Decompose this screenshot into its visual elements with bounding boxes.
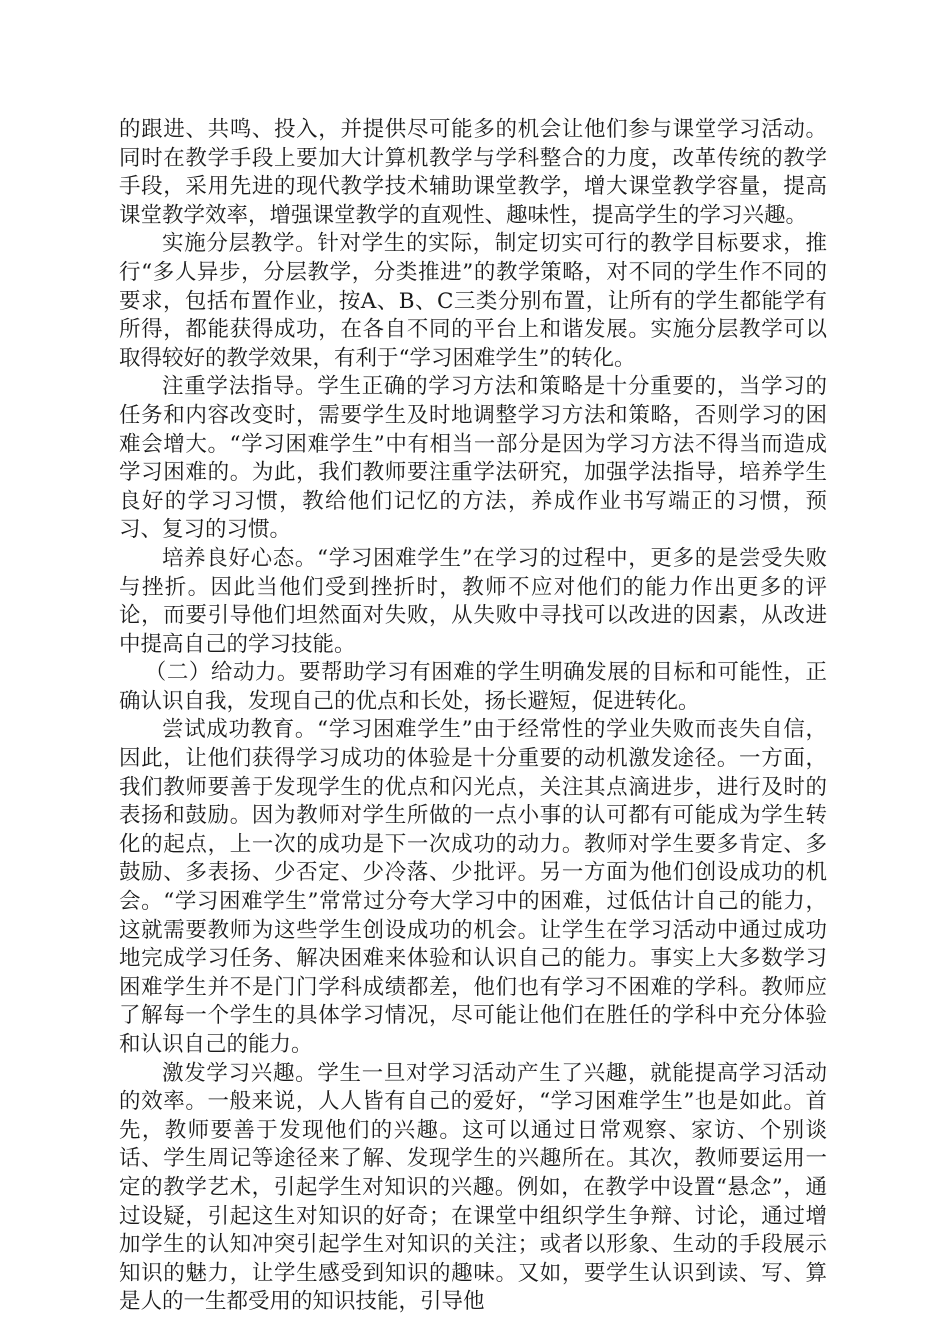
paragraph-study-method: 注重学法指导。学生正确的学习方法和策略是十分重要的，当学习的任务和内容改变时，需要学生及时地调整学习方法和策略，否则学习的困难会增大。“学习困难学生”中有相当一部分是因为学习方法不得当而造成学习困难的。为此，我们教师要注重学法研究，加强学法指导，培养学生良好的学习习惯，教给他们记忆的方法，养成作业书写端正的习惯，预习、复习的习惯。	[119, 374, 827, 543]
document-body	[119, 116, 827, 1317]
paragraph-success-education: 尝试成功教育。“学习困难学生”由于经常性的学业失败而丧失自信，因此，让他们获得学习成功的体验是十分重要的动机激发途径。一方面，我们教师要善于发现学生的优点和闪光点，关注其点滴进步，进行及时的表扬和鼓励。因为教师对学生所做的一点小事的认可都有可能成为学生转化的起点，上一次的成功是下一次成功的动力。教师对学生要多肯定、多鼓励、多表扬、少否定、少冷落、少批评。另一方面为他们创设成功的机会。“学习困难学生”常常过分夸大学习中的困难，过低估计自己的能力，这就需要教师为这些学生创设成功的机会。让学生在学习活动中通过成功地完成学习任务、解决困难来体验和认识自己的能力。事实上大多数学习困难学生并不是门门学科成绩都差，他们也有学习不困难的学科。教师应了解每一个学生的具体学习情况，尽可能让他们在胜任的学科中充分体验和认识自己的能力。	[119, 717, 827, 1057]
paragraph-learning-interest: 激发学习兴趣。学生一旦对学习活动产生了兴趣，就能提高学习活动的效率。一般来说，人人皆有自己的爱好，“学习困难学生”也是如此。首先，教师要善于发现他们的兴趣。这可以通过日常观察、家访、个别谈话、学生周记等途径来了解、发现学生的兴趣所在。其次，教师要运用一定的教学艺术，引起学生对知识的兴趣。例如，在教学中设置“悬念”，通过设疑，引起这生对知识的好奇；在课堂中组织学生争辩、讨论，通过增加学生的认知冲突引起学生对知识的关注；或者以形象、生动的手段展示知识的魅力，让学生感受到知识的趣味。又如，要学生认识到读、写、算是人的一生都受用的知识技能，引导他	[119, 1060, 827, 1315]
paragraph-good-mindset: 培养良好心态。“学习困难学生”在学习的过程中，更多的是尝受失败与挫折。因此当他们受到挫折时，教师不应对他们的能力作出更多的评论，而要引导他们坦然面对失败，从失败中寻找可以改进的因素，从改进中提高自己的学习技能。	[119, 545, 827, 657]
paragraph-section-motivation: （二）给动力。要帮助学习有困难的学生明确发展的目标和可能性，正确认识自我，发现自己的优点和长处，扬长避短，促进转化。	[119, 660, 827, 714]
paragraph-continuation: 的跟进、共鸣、投入，并提供尽可能多的机会让他们参与课堂学习活动。同时在教学手段上要加大计算机教学与学科整合的力度，改革传统的教学手段，采用先进的现代教学技术辅助课堂教学，增大课堂教学容量，提高课堂教学效率，增强课堂教学的直观性、趣味性，提高学生的学习兴趣。	[119, 117, 827, 228]
paragraph-layered-teaching: 实施分层教学。针对学生的实际，制定切实可行的教学目标要求，推行“多人异步，分层教学，分类推进”的教学策略，对不同的学生作不同的要求，包括布置作业，按A、B、C三类分别布置，让所有的学生都能学有所得，都能获得成功，在各自不同的平台上和谐发展。实施分层教学可以取得较好的教学效果，有利于“学习困难学生”的转化。	[119, 231, 827, 371]
